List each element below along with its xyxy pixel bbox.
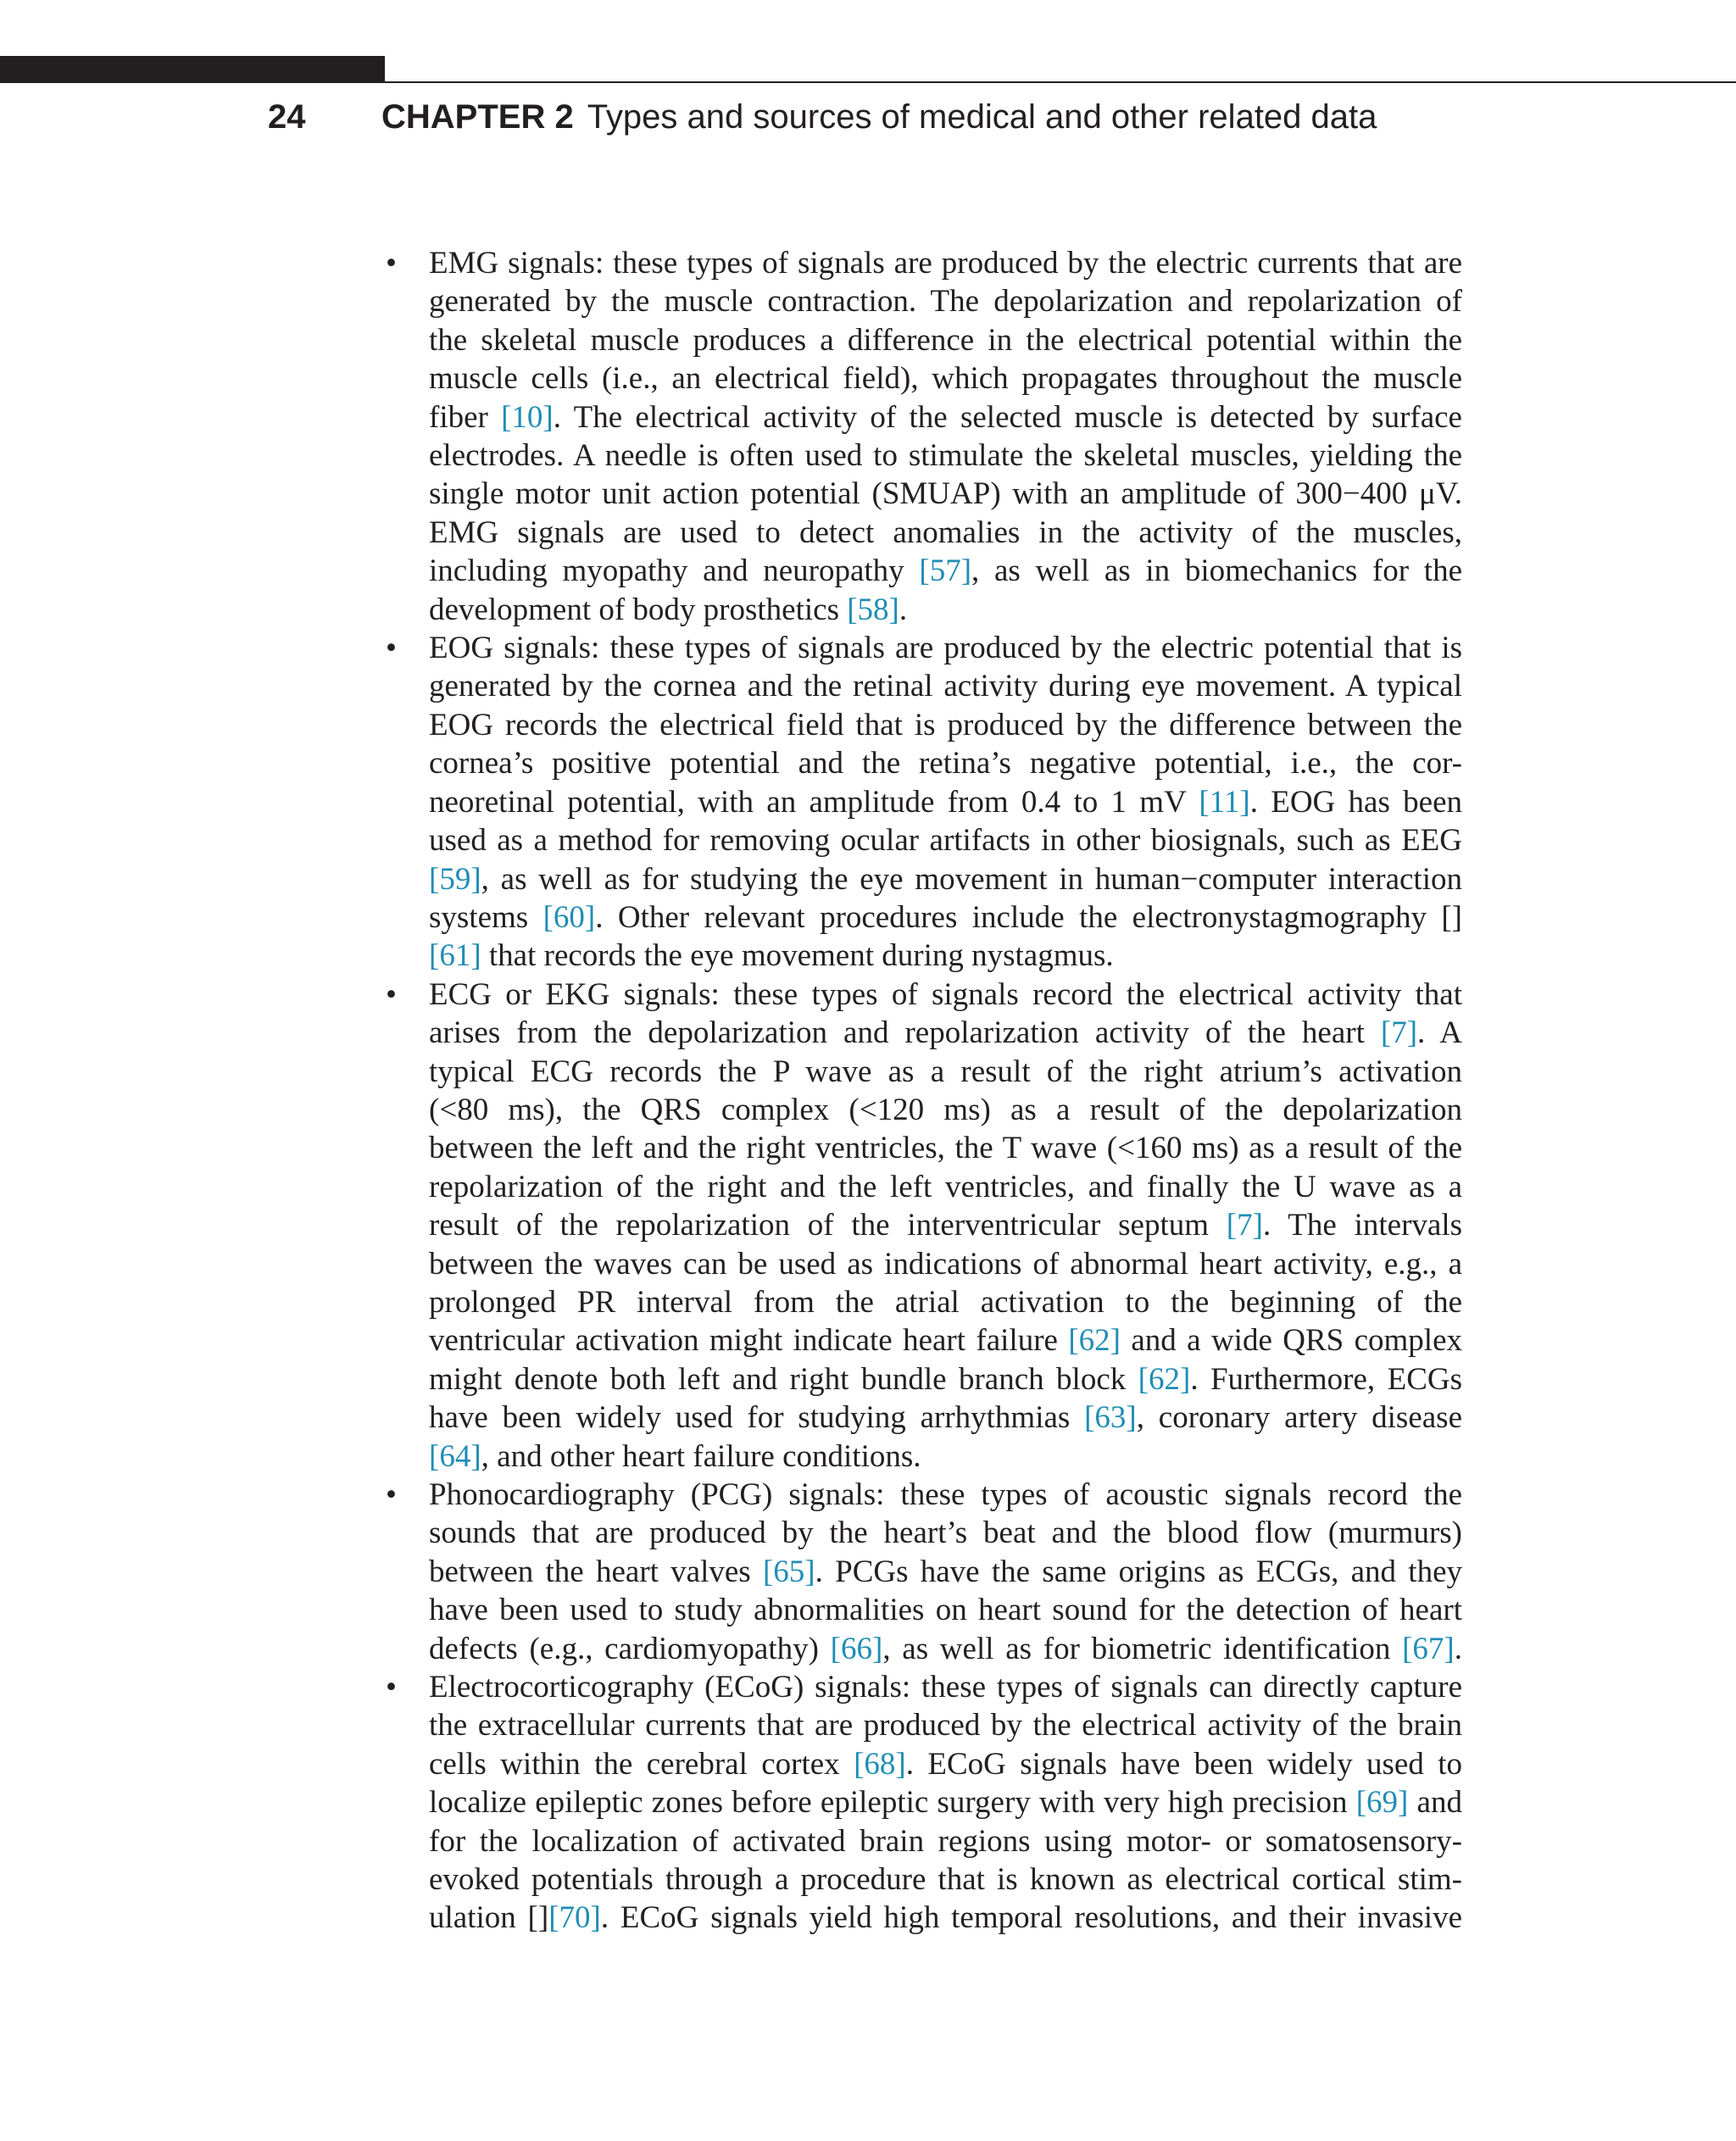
text-line: [429, 744, 1462, 782]
text-run: fiber: [429, 399, 502, 435]
text-run: . EOG has been: [1249, 784, 1462, 820]
text-line: [429, 667, 1462, 705]
text-run: sounds that are produced by the heart’s beat and the blood flow (murmurs): [429, 1515, 1462, 1551]
text-line: [429, 1630, 1462, 1668]
text-run: . PCGs have the same origins as ECGs, and they: [815, 1554, 1462, 1589]
text-line: [429, 1129, 1462, 1167]
text-run: electrodes. A needle is often used to stimulate the skeletal muscles, yielding the: [429, 438, 1462, 474]
text-line: [429, 1822, 1462, 1860]
text-line: [429, 1053, 1462, 1091]
text-line: [429, 1860, 1462, 1899]
text-run: arises from the depolarization and repolarization activity of the heart: [429, 1015, 1381, 1051]
text-run: the skeletal muscle produces a difference in the electrical potential within the: [429, 322, 1462, 358]
text-run: and a wide QRS complex: [1120, 1323, 1463, 1359]
text-run: between the waves can be used as indications of abnormal heart activity, e.g., a: [429, 1246, 1462, 1282]
text-line: [429, 976, 1462, 1014]
citation-link[interactable]: [65]: [762, 1554, 815, 1589]
text-run: ECG or EKG signals: these types of signals record the electrical activity that: [429, 976, 1462, 1012]
citation-link[interactable]: [60]: [542, 899, 596, 935]
list-item: [386, 244, 1462, 629]
text-line: [429, 1668, 1462, 1706]
text-line: [429, 821, 1462, 859]
text-run: EOG signals: these types of signals are produced by the electric potential that is: [429, 631, 1462, 666]
text-run: typical ECG records the P wave as a result of the right atrium’s activation: [429, 1054, 1462, 1089]
text-line: [429, 1783, 1462, 1821]
text-line: [429, 1438, 1462, 1476]
text-line: [429, 937, 1462, 975]
text-run: . The electrical activity of the selected muscle is detected by surface: [553, 399, 1462, 435]
citation-link[interactable]: [7]: [1226, 1208, 1263, 1243]
list-item: [386, 1476, 1462, 1668]
text-line: [429, 514, 1462, 552]
text-line: [429, 359, 1462, 398]
text-run: the extracellular currents that are produced by the electrical activity of the brain: [429, 1708, 1462, 1743]
text-line: [429, 860, 1462, 898]
text-run: including myopathy and neuropathy: [429, 553, 920, 589]
text-run: muscle cells (i.e., an electrical field), which propagates throughout the muscle: [429, 361, 1462, 397]
citation-link[interactable]: [59]: [429, 861, 481, 897]
text-run: that records the eye movement during nystagmus.: [481, 938, 1114, 974]
text-run: systems: [429, 899, 543, 935]
text-run: .: [899, 592, 908, 627]
text-line: [429, 244, 1462, 282]
text-line: [429, 783, 1462, 821]
text-line: [429, 321, 1462, 359]
text-run: evoked potentials through a procedure that is known as electrical cortical stim-: [429, 1862, 1462, 1898]
text-line: [429, 1553, 1462, 1591]
citation-link[interactable]: [11]: [1199, 784, 1250, 820]
text-run: , as well as in biomechanics for the: [971, 553, 1462, 589]
text-run: between the heart valves: [429, 1554, 763, 1589]
text-line: [429, 706, 1462, 744]
citation-link[interactable]: [69]: [1355, 1785, 1409, 1821]
header-rule: [385, 81, 1736, 83]
text-line: [429, 629, 1462, 667]
bullet-mark: •: [386, 1477, 397, 1512]
text-line: [429, 1899, 1462, 1937]
text-run: development of body prosthetics: [429, 592, 848, 627]
citation-link[interactable]: [67]: [1402, 1631, 1455, 1666]
text-run: generated by the muscle contraction. The depolarization and repolarization of: [429, 284, 1462, 320]
text-run: cornea’s positive potential and the retina’s negative potential, i.e., the cor-: [429, 746, 1462, 781]
citation-link[interactable]: [61]: [429, 938, 481, 974]
text-line: [429, 1745, 1462, 1783]
text-line: [429, 1360, 1462, 1399]
text-run: . Furthermore, ECGs: [1190, 1361, 1462, 1397]
text-line: [429, 1591, 1462, 1629]
text-run: Phonocardiography (PCG) signals: these types of acoustic signals record the: [429, 1477, 1462, 1512]
text-run: cells within the cerebral cortex: [429, 1746, 854, 1782]
text-run: . ECoG signals have been widely used to: [905, 1746, 1462, 1782]
text-run: ventricular activation might indicate heart failure: [429, 1323, 1069, 1359]
chapter-label: CHAPTER 2: [381, 98, 574, 136]
text-line: [429, 437, 1462, 475]
citation-link[interactable]: [62]: [1138, 1361, 1191, 1397]
text-run: , as well as for studying the eye movement in human−computer interaction: [481, 861, 1462, 897]
text-line: [429, 552, 1462, 590]
header-bar: [0, 56, 385, 83]
text-run: . A: [1417, 1015, 1462, 1051]
text-run: repolarization of the right and the left ventricles, and finally the U wave as a: [429, 1169, 1462, 1204]
citation-link[interactable]: [64]: [429, 1438, 481, 1474]
page-number: 24: [268, 98, 306, 136]
bullet-mark: •: [386, 976, 397, 1012]
text-run: EMG signals: these types of signals are produced by the electric currents that are: [429, 246, 1462, 281]
text-run: . The intervals: [1262, 1208, 1462, 1243]
citation-link[interactable]: [63]: [1084, 1400, 1137, 1436]
text-run: might denote both left and right bundle branch block: [429, 1361, 1138, 1397]
text-run: . Other relevant procedures include the electronystagmography []: [595, 899, 1462, 935]
text-run: , coronary artery disease: [1136, 1400, 1462, 1436]
text-run: localize epileptic zones before epileptic surgery with very high precision: [429, 1785, 1356, 1821]
text-line: [429, 1283, 1462, 1321]
text-line: [429, 898, 1462, 937]
text-line: [429, 1399, 1462, 1437]
citation-link[interactable]: [66]: [830, 1631, 883, 1666]
text-line: [429, 398, 1462, 437]
text-line: [429, 1091, 1462, 1129]
text-run: defects (e.g., cardiomyopathy): [429, 1631, 831, 1666]
list-item: [386, 1668, 1462, 1938]
text-run: EMG signals are used to detect anomalies in the activity of the muscles,: [429, 514, 1462, 550]
text-line: [429, 282, 1462, 320]
citation-link[interactable]: [58]: [847, 592, 899, 627]
text-run: Electrocorticography (ECoG) signals: these types of signals can directly capture: [429, 1670, 1462, 1705]
text-line: [429, 1706, 1462, 1744]
text-run: .: [1454, 1631, 1462, 1666]
text-line: [429, 1514, 1462, 1552]
text-line: [429, 591, 1462, 629]
text-run: have been used to study abnormalities on heart sound for the detection of heart: [429, 1593, 1462, 1628]
text-line: [429, 1321, 1462, 1360]
citation-link[interactable]: [7]: [1380, 1015, 1418, 1051]
citation-link[interactable]: [10]: [501, 399, 554, 435]
text-run: between the left and the right ventricles, the T wave (<160 ms) as a result of the: [429, 1131, 1462, 1166]
text-run: . ECoG signals yield high temporal resolutions, and their invasive: [600, 1900, 1462, 1936]
citation-link[interactable]: [70]: [548, 1900, 601, 1936]
text-line: [429, 1168, 1462, 1206]
bullet-list: [386, 244, 1462, 1938]
chapter-title: Types and sources of medical and other related data: [587, 98, 1377, 136]
text-line: [429, 1245, 1462, 1283]
text-run: EOG records the electrical field that is produced by the difference between the: [429, 707, 1462, 742]
text-line: [429, 1206, 1462, 1244]
running-head: [381, 93, 1377, 141]
text-run: and: [1408, 1785, 1462, 1821]
text-run: used as a method for removing ocular artifacts in other biosignals, such as EEG: [429, 823, 1462, 859]
list-item: [386, 629, 1462, 976]
text-line: [429, 1014, 1462, 1052]
text-line: [429, 475, 1462, 513]
text-run: , and other heart failure conditions.: [481, 1438, 921, 1474]
citation-link[interactable]: [68]: [854, 1746, 906, 1782]
bullet-mark: •: [386, 1670, 397, 1705]
text-run: have been widely used for studying arrhythmias: [429, 1400, 1085, 1436]
text-run: prolonged PR interval from the atrial activation to the beginning of the: [429, 1284, 1462, 1320]
text-run: (<80 ms), the QRS complex (<120 ms) as a result of the depolarization: [429, 1092, 1462, 1127]
list-item: [386, 976, 1462, 1476]
text-run: neoretinal potential, with an amplitude from 0.4 to 1 mV: [429, 784, 1199, 820]
bullet-mark: •: [386, 631, 397, 666]
citation-link[interactable]: [62]: [1068, 1323, 1121, 1359]
text-run: ulation []: [429, 1900, 549, 1936]
citation-link[interactable]: [57]: [919, 553, 972, 589]
text-run: single motor unit action potential (SMUAP) with an amplitude of 300−400 μV.: [429, 476, 1462, 512]
text-run: generated by the cornea and the retinal activity during eye movement. A typical: [429, 669, 1462, 704]
text-run: , as well as for biometric identification: [882, 1631, 1403, 1666]
text-run: for the localization of activated brain regions using motor- or somatosensory-: [429, 1823, 1462, 1859]
text-line: [429, 1476, 1462, 1514]
text-run: result of the repolarization of the interventricular septum: [429, 1208, 1227, 1243]
bullet-mark: •: [386, 246, 397, 281]
